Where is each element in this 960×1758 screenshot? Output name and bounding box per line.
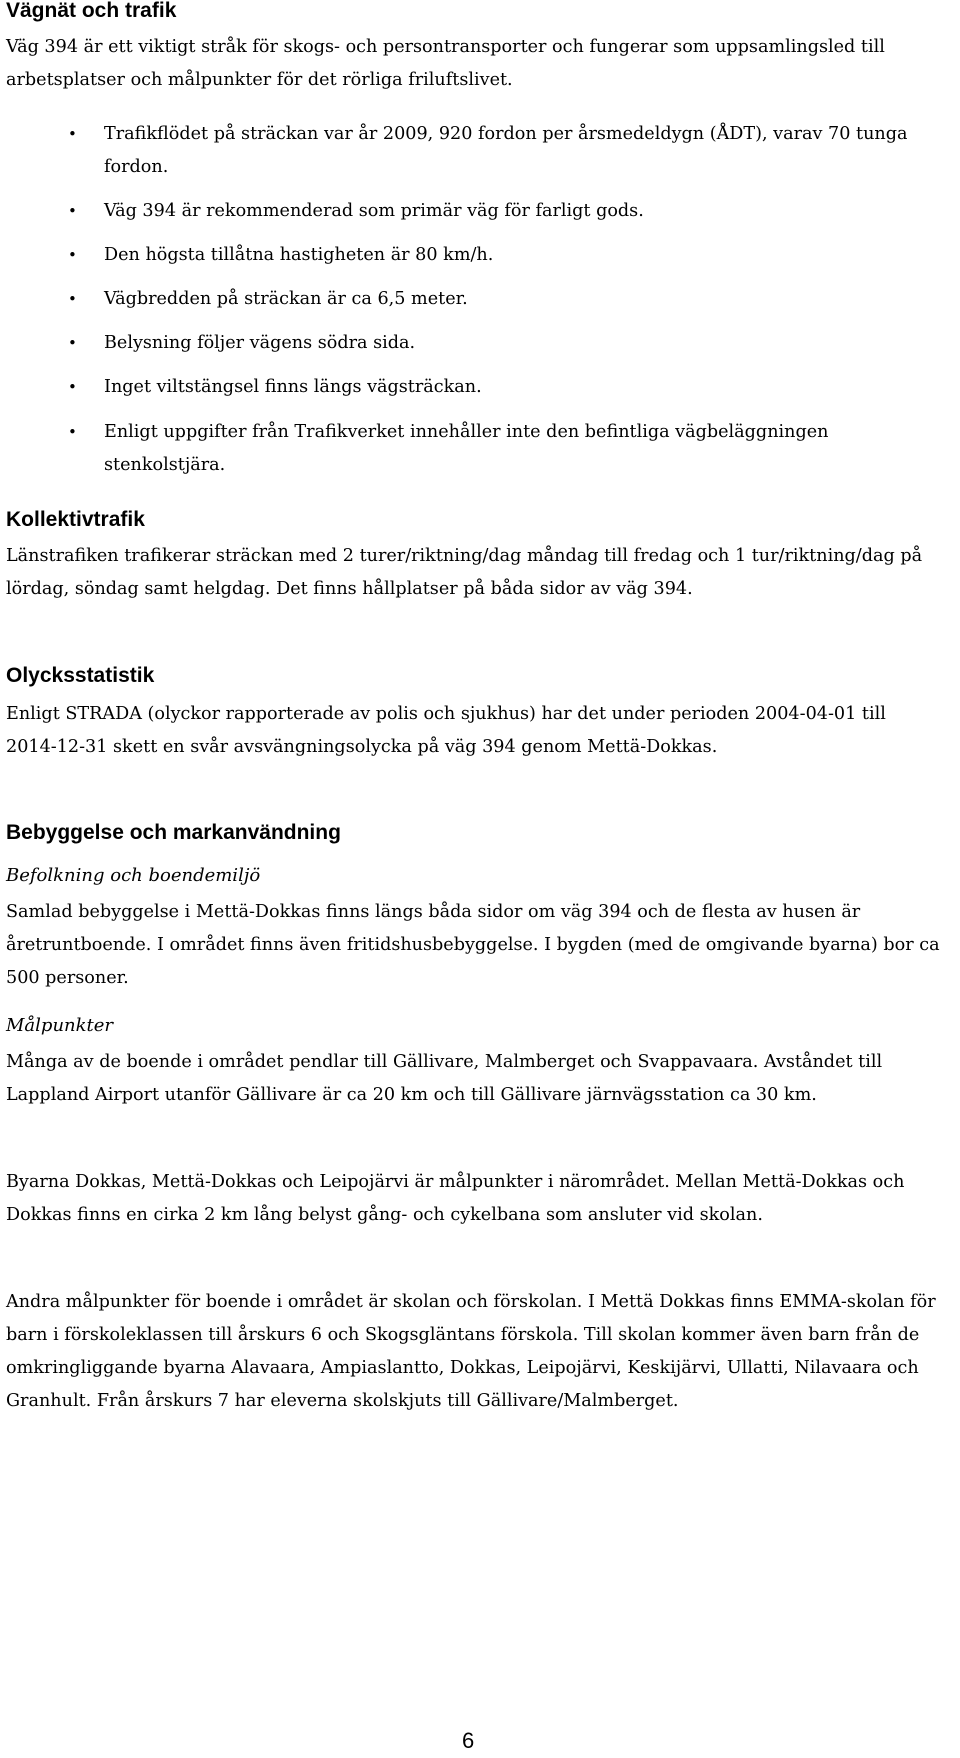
bullet-item: • Väg 394 är rekommenderad som primär väg för farligt gods. [62, 195, 922, 228]
heading-bebyggelse: Bebyggelse och markanvändning [6, 821, 341, 844]
paragraph-malpunkter-2: Byarna Dokkas, Mettä-Dokkas och Leipojärvi är målpunkter i närområdet. Mellan Mettä-Dokkas och Dokkas finns en cirka 2 km lång belyst gång- och cykelbana som ansluter vid skolan. [6, 1172, 905, 1225]
bullet-item: • Enligt uppgifter från Trafikverket innehåller inte den befintliga vägbeläggningen stenkolstjära. [62, 416, 922, 482]
bullet-item: • Vägbredden på sträckan är ca 6,5 meter. [62, 283, 922, 316]
heading-olycksstatistik: Olycksstatistik [6, 664, 155, 687]
paragraph-malpunkter-1: Många av de boende i området pendlar till Gällivare, Malmberget och Svappavaara. Avståndet till Lappland Airport utanför Gällivare är ca 20 km och till Gällivare järnvägsstation ca 30 km. [6, 1052, 883, 1105]
bullet-item: • Den högsta tillåtna hastigheten är 80 km/h. [62, 239, 922, 272]
heading-vagnat-och-trafik: Vägnät och trafik [6, 0, 177, 22]
subheading-befolkning: Befolkning och boendemiljö [6, 865, 261, 886]
bullet-item: • Inget viltstängsel finns längs vägsträckan. [62, 371, 922, 404]
bullet-item: • Belysning följer vägens södra sida. [62, 327, 922, 360]
bullet-item: • Trafikflödet på sträckan var år 2009, 920 fordon per årsmedeldygn (ÅDT), varav 70 tunga fordon. [62, 118, 922, 184]
paragraph-vagnat-intro: Väg 394 är ett viktigt stråk för skogs- och persontransporter och fungerar som uppsamlingsled till arbetsplatser och målpunkter för det rörliga friluftslivet. [6, 37, 885, 90]
subheading-malpunkter: Målpunkter [6, 1015, 114, 1036]
paragraph-kollektivtrafik: Länstrafiken trafikerar sträckan med 2 turer/riktning/dag måndag till fredag och 1 tur/riktning/dag på lördag, söndag samt helgdag. Det finns hållplatser på båda sidor av väg 394. [6, 546, 923, 599]
page-number: 6 [462, 1728, 475, 1753]
paragraph-befolkning: Samlad bebyggelse i Mettä-Dokkas finns längs båda sidor om väg 394 och de flesta av husen är åretruntboende. I området finns även fritidshusbebyggelse. I bygden (med de omgivande byarna) bor ca 500 personer. [6, 902, 940, 988]
paragraph-olycksstatistik: Enligt STRADA (olyckor rapporterade av polis och sjukhus) har det under perioden 2004-04-01 till 2014-12-31 skett en svår avsvängningsolycka på väg 394 genom Mettä-Dokkas. [6, 704, 886, 757]
heading-kollektivtrafik: Kollektivtrafik [6, 508, 145, 531]
paragraph-malpunkter-3: Andra målpunkter för boende i området är skolan och förskolan. I Mettä Dokkas finns EMMA-skolan för barn i förskoleklassen till årskurs 6 och Skogsgläntans förskola. Till skolan kommer även barn från de omkringliggande byarna Alavaara, Ampiaslantto, Dokkas, Leipojärvi, Keskijärvi, Ullatti, Nilavaara och Granhult. Från årskurs 7 har eleverna skolskjuts till Gällivare/Malmberget. [6, 1292, 936, 1411]
